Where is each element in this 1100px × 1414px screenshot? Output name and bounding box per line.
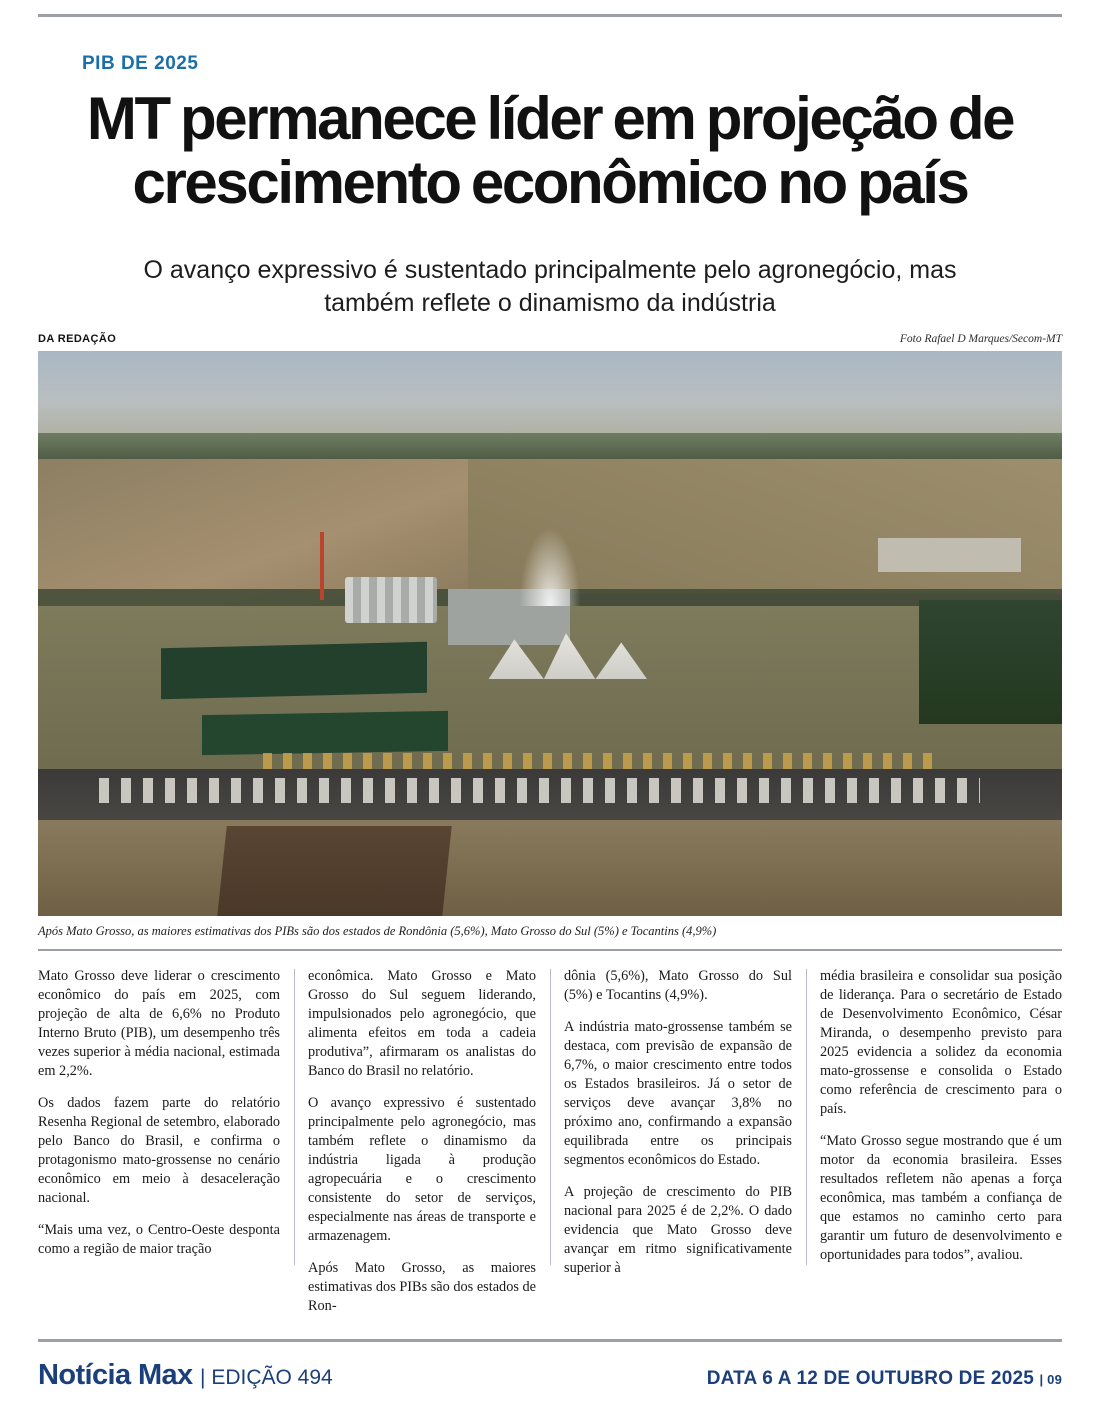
paragraph: O avanço expressivo é sustentado principalmente pelo agronegócio, mas também reflete o dinamismo da indústria ligada à produção agropecuária e o crescimento consistente do setor de serviços, especialmente nas áreas de transporte e armazenagem. — [308, 1095, 536, 1245]
paragraph: “Mato Grosso segue mostrando que é um motor da economia brasileira. Esses resultados refletem não apenas a força econômica, mas também a confiança de que estamos no caminho certo para garantir um futuro de desenvolvimento e oportunidades para todos”, avaliou. — [820, 1133, 1062, 1264]
photo-warehouse-roof-2 — [202, 711, 448, 755]
subheadline: O avanço expressivo é sustentado principalmente pelo agronegócio, mas também reflete o dinamismo da indústria — [143, 256, 957, 317]
publication-name — [38, 1359, 333, 1392]
top-divider — [38, 14, 1062, 17]
paragraph: Após Mato Grosso, as maiores estimativas dos PIBs são dos estados de Ron- — [308, 1260, 536, 1315]
photo-caption: Após Mato Grosso, as maiores estimativas dos PIBs são dos estados de Rondônia (5,6%), Mato Grosso do Sul (5%) e Tocantins (4,9%) — [38, 924, 717, 939]
section-kicker: PIB DE 2025 — [82, 53, 199, 74]
footer-divider — [38, 1339, 1062, 1342]
brand-text: Notícia Max — [38, 1359, 193, 1391]
article-body — [38, 967, 1062, 1315]
photo-horizon-treeline — [38, 433, 1062, 461]
article-column-4 — [806, 967, 1062, 1267]
paragraph: dônia (5,6%), Mato Grosso do Sul (5%) e Tocantins (4,9%). — [564, 968, 792, 1004]
photo-warehouse-roof-1 — [161, 642, 427, 699]
byline: DA REDAÇÃO — [38, 333, 117, 346]
photo-chimney — [320, 532, 324, 600]
byline-row — [38, 333, 1062, 345]
issue-date: DATA 6 A 12 DE OUTUBRO DE 2025 — [706, 1368, 1034, 1389]
paragraph: A indústria mato-grossense também se destaca, com previsão de expansão de 6,7%, o maior crescimento entre todos os Estados brasileiros. Já o setor de serviços deve avançar 3,8% no próximo ano, confirmando a expansão equilibrada entre os principais segmentos econômicos do Estado. — [564, 1019, 792, 1169]
article-column-2 — [294, 967, 550, 1315]
photo-truck-row-lower — [99, 778, 980, 803]
photo-smoke-plume — [519, 527, 580, 606]
paragraph: média brasileira e consolidar sua posição de liderança. Para o secretário de Estado de Desenvolvimento Econômico, César Miranda, o desempenho previsto para 2025 evidencia a solidez da economia mato-grossense e consolida o Estado como referência de crescimento para o país. — [820, 968, 1062, 1118]
photo-distant-buildings — [878, 538, 1021, 572]
page-number: | 09 — [1039, 1372, 1062, 1387]
photo-right-forest — [919, 600, 1062, 724]
photo-sky — [38, 351, 1062, 441]
body-divider — [38, 949, 1062, 951]
paragraph: Mato Grosso deve liderar o crescimento econômico do país em 2025, com projeção de alta de 6,6% no Produto Interno Bruto (PIB), um desempenho três vezes superior à média nacional, estimada em 2,2%. — [38, 968, 280, 1080]
article-column-1 — [38, 967, 294, 1267]
edition-label: | EDIÇÃO 494 — [200, 1366, 333, 1389]
photo-field-foreground — [38, 820, 1062, 916]
article-photo — [38, 351, 1062, 916]
paragraph: A projeção de crescimento do PIB nacional para 2025 é de 2,2%. O dado evidencia que Mato Grosso deve avançar em ritmo significativamente superior à — [564, 1184, 792, 1277]
page-footer — [38, 1359, 1062, 1392]
footer-meta — [707, 1368, 1062, 1390]
photo-storage-silos — [345, 577, 437, 622]
paragraph: “Mais uma vez, o Centro-Oeste desponta como a região de maior tração — [38, 1222, 280, 1258]
article-column-3 — [550, 967, 806, 1277]
paragraph: econômica. Mato Grosso e Mato Grosso do Sul seguem liderando, impulsionados pelo agronegócio, que alimenta efeitos em toda a cadeia produtiva”, afirmaram os analistas do Banco do Brasil no relatório. — [308, 968, 536, 1080]
photo-credit: Foto Rafael D Marques/Secom-MT — [899, 333, 1062, 346]
paragraph: Os dados fazem parte do relatório Resenha Regional de setembro, elaborado pelo Banco do Brasil, e confirma o protagonismo mato-grossense no cenário econômico em meio à desaceleração nacional. — [38, 1095, 280, 1207]
page-title: MT permanece líder em projeção de crescimento econômico no país — [86, 85, 1014, 216]
newspaper-page — [0, 14, 1100, 1414]
photo-plowed-strip — [218, 826, 453, 916]
